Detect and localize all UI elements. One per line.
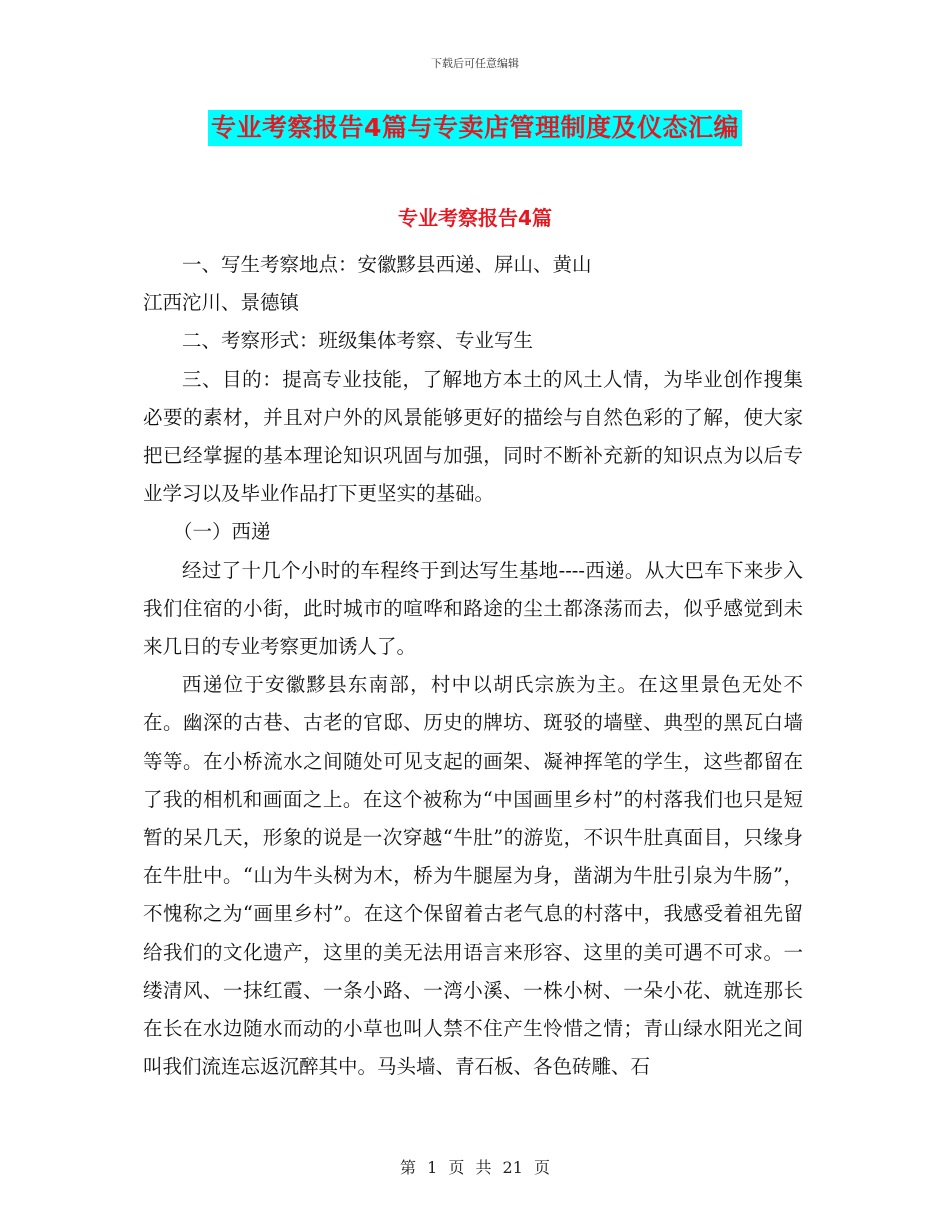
paragraph-arrival: 经过了十几个小时的车程终于到达写生基地----西递。从大巴车下来步入我们住宿的小街，此时城市的喧哗和路途的尘土都涤荡而去，似乎感觉到未来几日的专业考察更加诱人了。 bbox=[143, 558, 803, 659]
document-title-wrap bbox=[0, 110, 950, 146]
paragraph-location: 一、写生考察地点：安徽黟县西递、屏山、黄山 bbox=[182, 253, 592, 276]
header-note: 下载后可任意编辑 bbox=[431, 57, 519, 70]
document-body bbox=[143, 246, 803, 1086]
page-footer: 第 1 页 共 21 页 bbox=[400, 1158, 550, 1177]
paragraph-purpose: 三、目的：提高专业技能，了解地方本土的风土人情，为毕业创作搜集必要的素材，并且对户外的风景能够更好的描绘与自然色彩的了解，使大家把已经掌握的基本理论知识巩固与加强，同时不断补充新的知识点为以后专业学习以及毕业作品打下更坚实的基础。 bbox=[143, 367, 803, 506]
subsection-heading-xidi: （一）西递 bbox=[173, 520, 271, 544]
paragraph-location-continued: 江西沱川、景德镇 bbox=[143, 291, 300, 315]
paragraph-xidi-description: 西递位于安徽黟县东南部，村中以胡氏宗族为主。在这里景色无处不在。幽深的古巷、古老的官邸、历史的牌坊、斑驳的墙壁、典型的黑瓦白墙等等。在小桥流水之间随处可见支起的画架、凝神挥笔的学生，这些都留在了我的相机和画面之上。在这个被称为“中国画里乡村”的村落我们也只是短暂的呆几天，形象的说是一次穿越“牛肚”的游览，不识牛肚真面目，只缘身在牛肚中。“山为牛头树为木，桥为牛腿屋为身，凿湖为牛肚引泉为牛肠”，不愧称之为“画里乡村”。在这个保留着古老气息的村落中，我感受着祖先留给我们的文化遗产，这里的美无法用语言来形容、这里的美可遇不可求。一缕清风、一抹红霞、一条小路、一湾小溪、一株小树、一朵小花、就连那长在长在水边随水而动的小草也叫人禁不住产生怜惜之情；青山绿水阳光之间叫我们流连忘返沉醉其中。马头墙、青石板、各色砖雕、石 bbox=[143, 673, 803, 1079]
paragraph-format: 二、考察形式：班级集体考察、专业写生 bbox=[182, 329, 534, 353]
document-title: 专业考察报告4篇与专卖店管理制度及仪态汇编 bbox=[208, 110, 742, 146]
section-title: 专业考察报告4篇 bbox=[398, 206, 552, 230]
